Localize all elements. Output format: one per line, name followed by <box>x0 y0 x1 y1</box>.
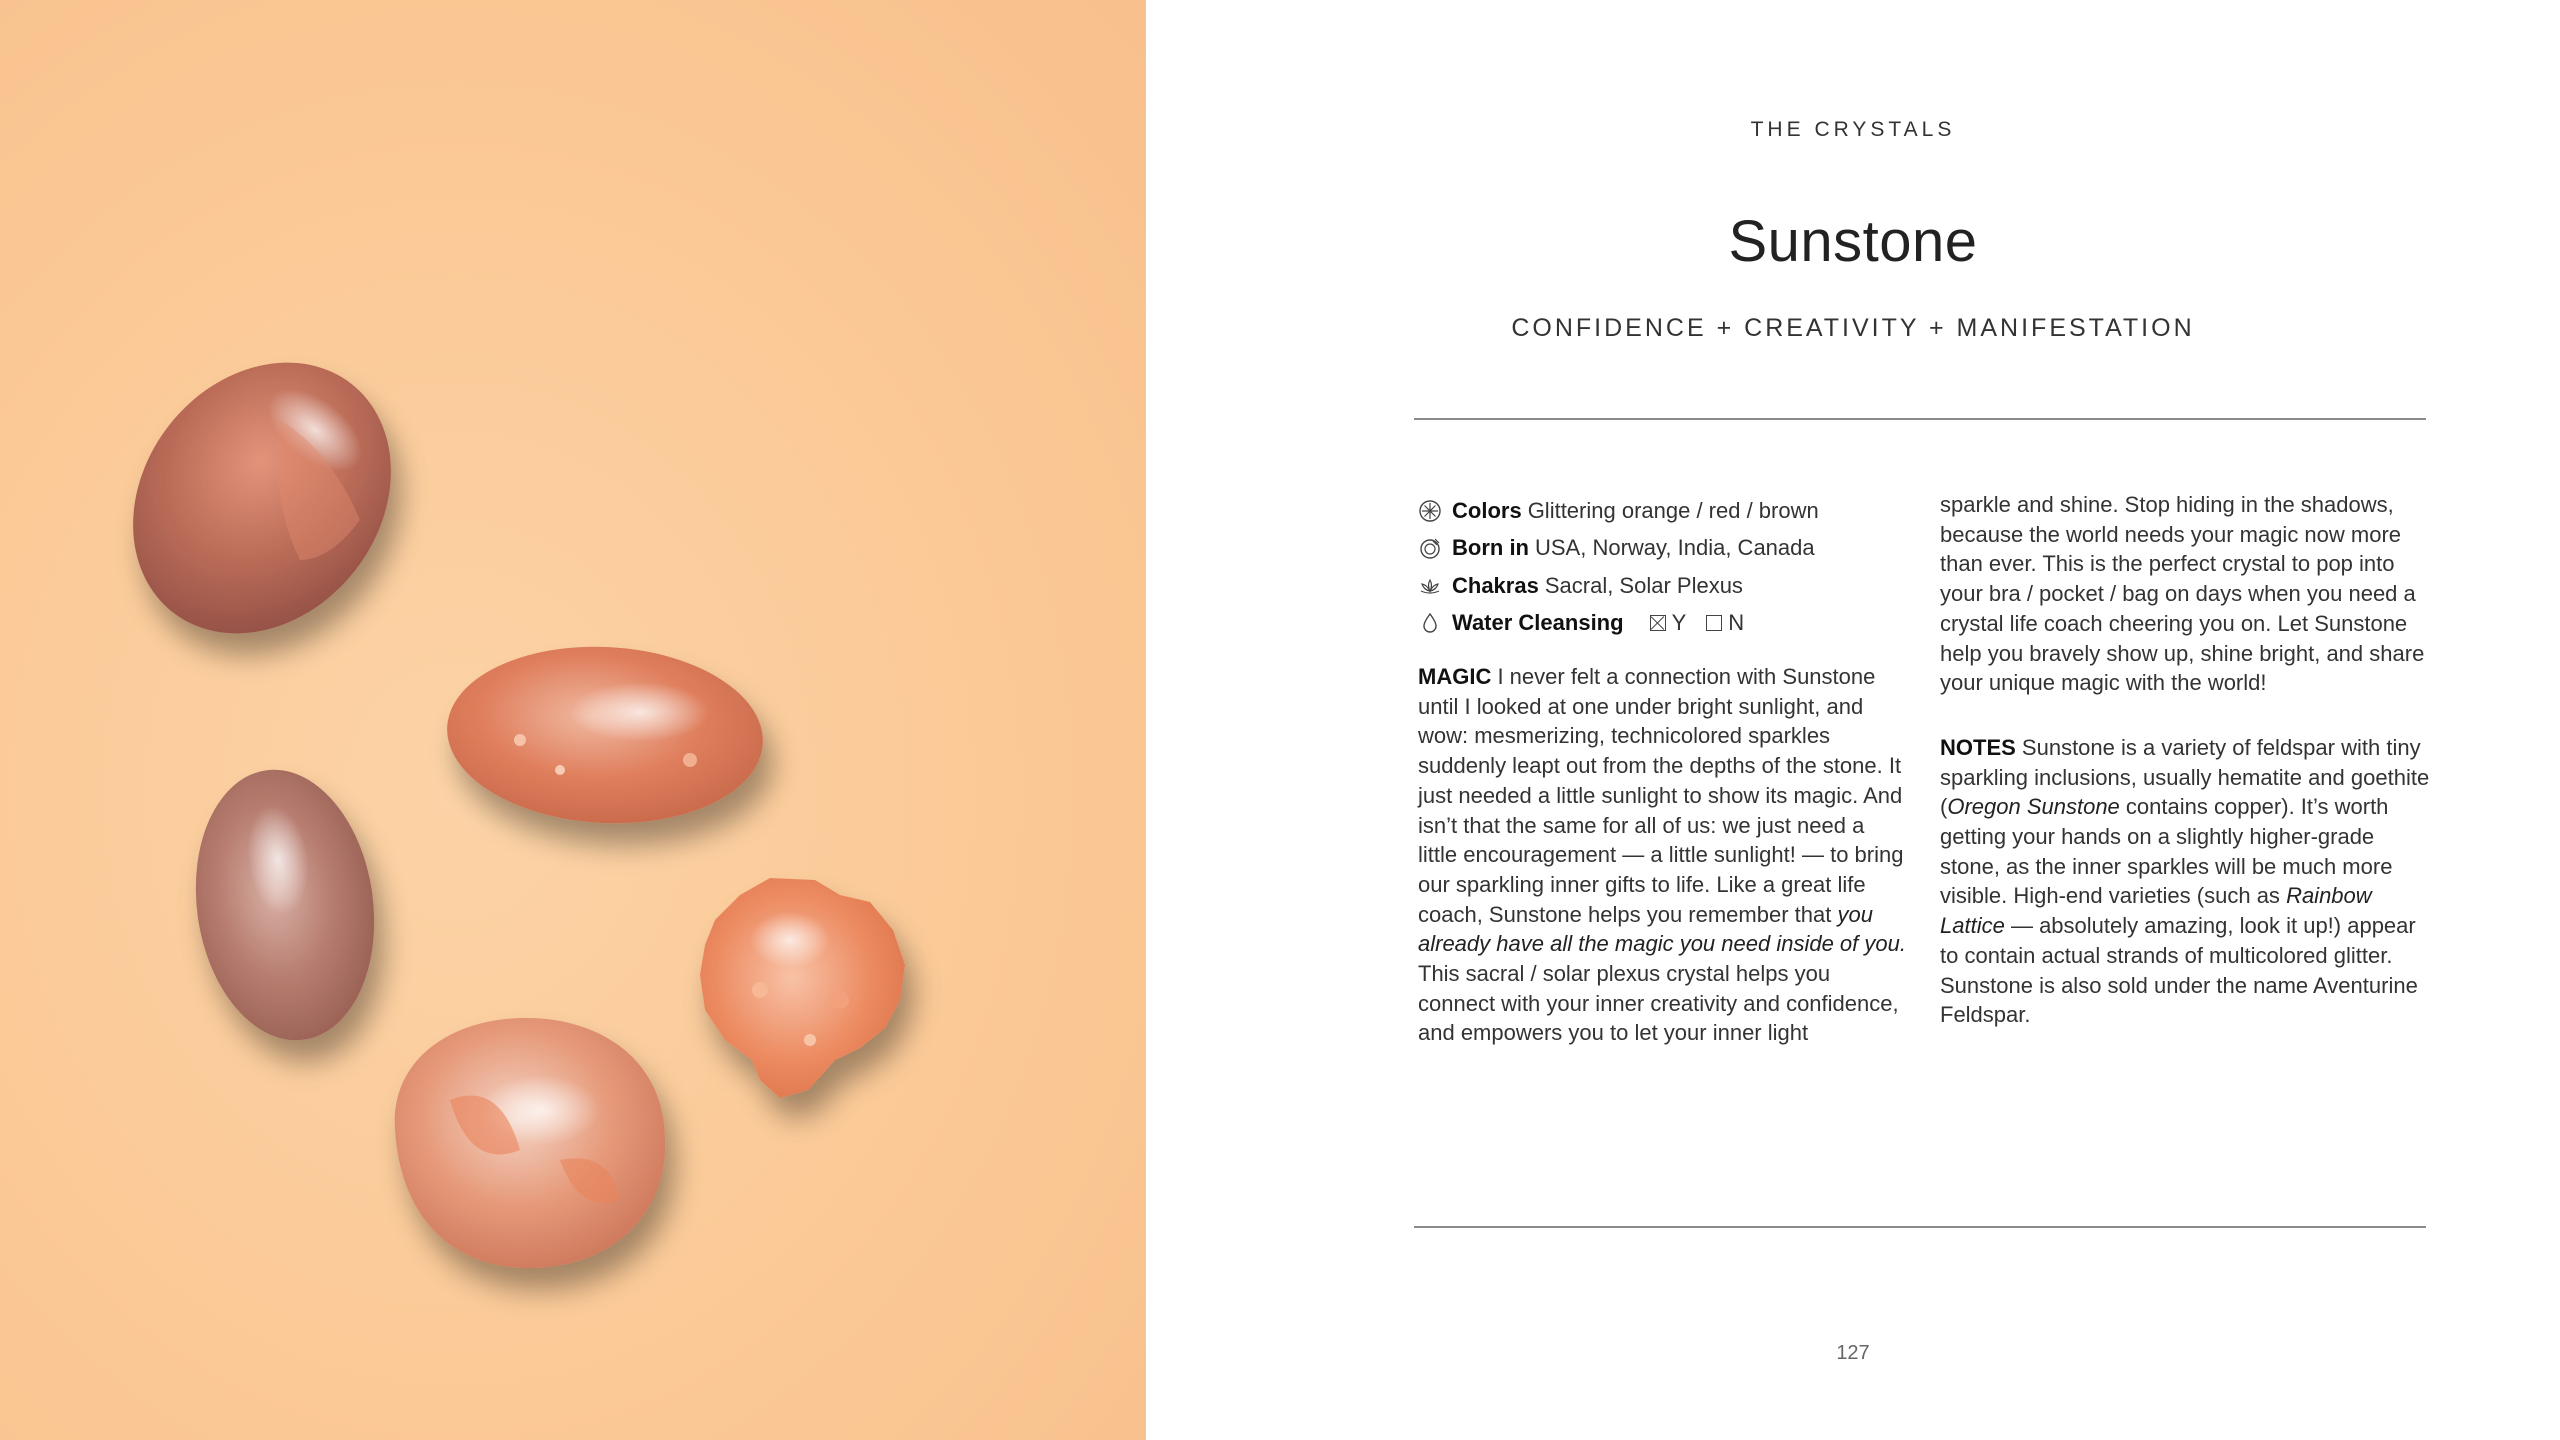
right-column <box>1940 490 2436 1030</box>
property-label: Born in <box>1452 535 1529 561</box>
notes-label: NOTES <box>1940 734 2016 760</box>
magic-text-2: This sacral / solar plexus crystal helps you connect with your inner creativity and confidence, and empowers you to let your inner light <box>1418 961 1899 1046</box>
sunstone-stone-3 <box>179 758 391 1052</box>
checked-box-icon <box>1650 615 1666 631</box>
property-colors <box>1418 492 1908 530</box>
checkbox-no-label: N <box>1728 610 1745 636</box>
sunstone-stone-2 <box>443 639 768 831</box>
section-label: THE CRYSTALS <box>1750 118 1956 141</box>
left-column <box>1418 492 1908 1048</box>
notes-italic-1: Oregon Sunstone <box>1947 794 2120 820</box>
notes-paragraph <box>1940 733 2436 1030</box>
page-title: Sunstone <box>1728 209 1978 274</box>
property-label: Chakras <box>1452 572 1539 598</box>
notes-text-1: Sunstone is a variety of feldspar with tiny sparkling inclusions, usually hematite and goethite ( <box>1940 734 2430 820</box>
magic-paragraph <box>1418 662 1908 1048</box>
property-water-cleansing <box>1418 605 1908 643</box>
text-page <box>1146 0 2560 1440</box>
top-divider <box>1414 418 2426 420</box>
notes-italic-2: Rainbow Lattice <box>1940 883 2372 939</box>
water-drop-icon <box>1418 611 1442 635</box>
property-born-in <box>1418 530 1908 568</box>
lotus-icon <box>1418 574 1442 598</box>
magic-label: MAGIC <box>1418 664 1492 689</box>
property-label: Water Cleansing <box>1452 610 1624 636</box>
property-chakras <box>1418 567 1908 605</box>
magic-continued: sparkle and shine. Stop hiding in the shadows, because the world needs your magic now more than ever. This is the perfect crystal to pop into your bra / pocket / bag on days when you need a crystal life coach cheering you on. Let Sunstone help you bravely show up, shine bright, and share your unique magic with the world! <box>1940 492 2425 696</box>
sunstone-stone-5 <box>700 878 905 1098</box>
crystal-photo <box>0 0 1146 1440</box>
property-value: Glittering orange / red / brown <box>1527 497 1819 523</box>
bottom-divider <box>1414 1226 2426 1228</box>
globe-icon <box>1418 536 1442 560</box>
magic-text-1: I never felt a connection with Sunstone until I looked at one under bright sunlight, and wow: mesmerizing, technicolored sparkles suddenly leapt out from the depths of the stone. It just needed a little sunlight to show its magic. And isn’t that the same for all of us: we just need a little encouragement — a little sunlight! — to bring our sparkling inner gifts to life. Like a great life coach, Sunstone helps you remember that <box>1418 664 1904 927</box>
checkbox-yes <box>1650 610 1687 636</box>
property-label: Colors <box>1452 497 1522 523</box>
magic-emphasis: you already have all the magic you need inside of you. <box>1418 901 1906 957</box>
empty-box-icon <box>1706 615 1722 631</box>
notes-text-2: contains copper). It’s worth getting your hands on a slightly higher-grade stone, as the inner sparkles will be much more visible. High-end varieties (such as <box>1940 794 2393 909</box>
page-subtitle: CONFIDENCE + CREATIVITY + MANIFESTATION <box>1511 314 2195 342</box>
property-value: USA, Norway, India, Canada <box>1535 535 1815 561</box>
sparkle-icon <box>1418 499 1442 523</box>
sunstone-stone-4 <box>395 1018 665 1268</box>
notes-text-3: — absolutely amazing, look it up!) appear to contain actual strands of multicolored glitter. Sunstone is also sold under the name Aventurine Feldspar. <box>1940 913 2418 1028</box>
sunstone-stone-1 <box>80 311 445 685</box>
checkbox-yes-label: Y <box>1671 610 1687 636</box>
page-number: 127 <box>1836 1342 1870 1364</box>
checkbox-no <box>1706 610 1744 636</box>
property-value: Sacral, Solar Plexus <box>1544 572 1743 598</box>
